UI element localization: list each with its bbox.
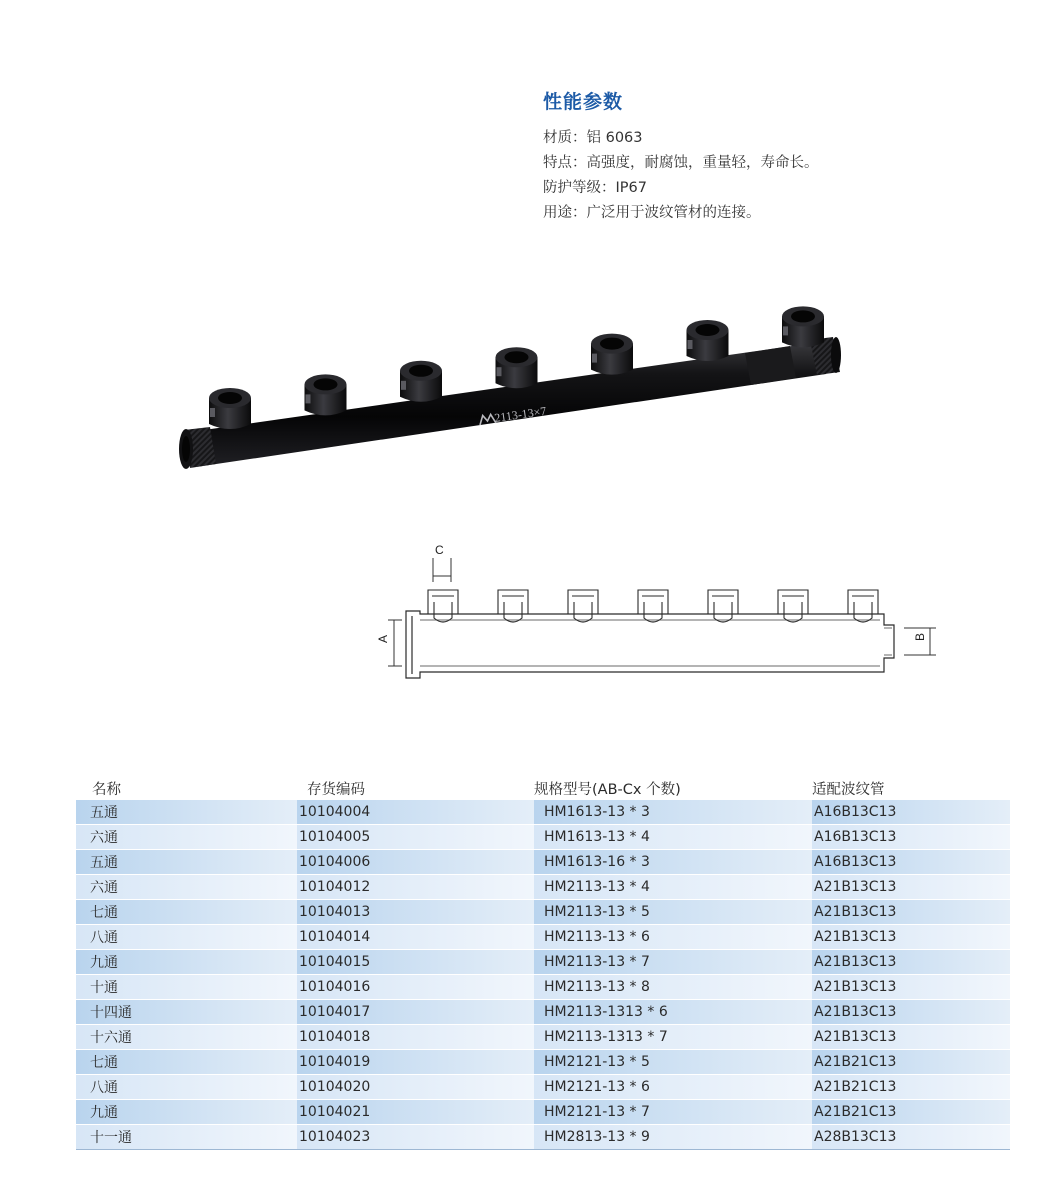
cell-code: 10104021 — [297, 1100, 534, 1125]
cell-model: HM1613-16 * 3 — [534, 850, 812, 875]
product-table — [76, 776, 1010, 1150]
cell-name: 七通 — [76, 900, 297, 925]
product-photo — [150, 292, 870, 512]
cell-conduit: A21B13C13 — [812, 975, 1010, 1000]
outlet-port — [591, 334, 633, 375]
cell-conduit: A21B13C13 — [812, 900, 1010, 925]
table-header-row — [76, 776, 1010, 800]
cell-model: HM2121-13 * 6 — [534, 1075, 812, 1100]
cell-model: HM2113-13 * 8 — [534, 975, 812, 1000]
drawing-port — [498, 590, 528, 622]
cell-name: 五通 — [76, 850, 297, 875]
header-code: 存货编码 — [307, 781, 365, 798]
outlet-port — [400, 361, 442, 402]
header-name: 名称 — [92, 781, 121, 798]
table-row — [76, 800, 1010, 825]
cell-conduit: A21B21C13 — [812, 1050, 1010, 1075]
cell-name: 九通 — [76, 950, 297, 975]
drawing-ports — [428, 590, 878, 622]
outlet-port — [209, 388, 251, 429]
cell-name: 十一通 — [76, 1125, 297, 1150]
table-body — [76, 800, 1010, 1150]
cell-name: 十四通 — [76, 1000, 297, 1025]
table-row — [76, 975, 1010, 1000]
table-row — [76, 1075, 1010, 1100]
table-row — [76, 950, 1010, 975]
table-row — [76, 1125, 1010, 1150]
cell-model: HM2113-1313 * 7 — [534, 1025, 812, 1050]
table-row — [76, 875, 1010, 900]
cell-code: 10104012 — [297, 875, 534, 900]
outlet-port — [782, 306, 824, 347]
cell-name: 十六通 — [76, 1025, 297, 1050]
cell-name: 八通 — [76, 925, 297, 950]
cell-conduit: A28B13C13 — [812, 1125, 1010, 1150]
header-model: 规格型号(AB-Cx 个数) — [534, 781, 681, 798]
spec-features: 特点：高强度，耐腐蚀，重量轻，寿命长。 — [543, 155, 819, 171]
cell-name: 八通 — [76, 1075, 297, 1100]
cell-code: 10104014 — [297, 925, 534, 950]
spec-material: 材质：铝 6063 — [543, 130, 643, 146]
cell-code: 10104020 — [297, 1075, 534, 1100]
header-conduit: 适配波纹管 — [812, 781, 885, 798]
cell-conduit: A21B21C13 — [812, 1100, 1010, 1125]
cell-name: 十通 — [76, 975, 297, 1000]
drawing-port — [848, 590, 878, 622]
spec-section — [543, 88, 1023, 226]
cell-conduit: A21B13C13 — [812, 950, 1010, 975]
cell-conduit: A21B13C13 — [812, 1025, 1010, 1050]
cell-code: 10104005 — [297, 825, 534, 850]
cell-conduit: A16B13C13 — [812, 850, 1010, 875]
cell-model: HM2121-13 * 5 — [534, 1050, 812, 1075]
spec-title: 性能参数 — [543, 91, 624, 113]
product-marking: 2113-13×7 — [493, 403, 548, 425]
cell-model: HM1613-13 * 3 — [534, 800, 812, 825]
drawing-port — [708, 590, 738, 622]
table-row — [76, 1100, 1010, 1125]
cell-code: 10104019 — [297, 1050, 534, 1075]
cell-conduit: A21B21C13 — [812, 1075, 1010, 1100]
outlet-port — [305, 374, 347, 415]
spec-usage: 用途：广泛用于波纹管材的连接。 — [543, 205, 761, 221]
table-row — [76, 925, 1010, 950]
table-row — [76, 900, 1010, 925]
table-row — [76, 1025, 1010, 1050]
cell-model: HM2113-1313 * 6 — [534, 1000, 812, 1025]
cell-code: 10104017 — [297, 1000, 534, 1025]
cell-code: 10104018 — [297, 1025, 534, 1050]
cell-code: 10104004 — [297, 800, 534, 825]
cell-conduit: A16B13C13 — [812, 825, 1010, 850]
dim-label-b: B — [913, 632, 927, 641]
cell-code: 10104016 — [297, 975, 534, 1000]
cell-code: 10104023 — [297, 1125, 534, 1150]
cell-model: HM2113-13 * 4 — [534, 875, 812, 900]
cell-conduit: A16B13C13 — [812, 800, 1010, 825]
table-row — [76, 1000, 1010, 1025]
outlet-port — [687, 320, 729, 361]
cell-code: 10104006 — [297, 850, 534, 875]
drawing-port — [638, 590, 668, 622]
cell-conduit: A21B13C13 — [812, 925, 1010, 950]
cell-conduit: A21B13C13 — [812, 875, 1010, 900]
drawing-port — [778, 590, 808, 622]
cell-model: HM2121-13 * 7 — [534, 1100, 812, 1125]
drawing-port — [428, 590, 458, 622]
cell-code: 10104015 — [297, 950, 534, 975]
cell-name: 六通 — [76, 825, 297, 850]
cell-name: 五通 — [76, 800, 297, 825]
outlet-port — [496, 347, 538, 388]
cell-model: HM2113-13 * 5 — [534, 900, 812, 925]
spec-protection: 防护等级：IP67 — [543, 180, 647, 196]
cell-name: 六通 — [76, 875, 297, 900]
technical-drawing — [364, 536, 954, 696]
table-row — [76, 850, 1010, 875]
dim-label-a: A — [376, 634, 390, 643]
product-table-container — [76, 776, 984, 1150]
drawing-port — [568, 590, 598, 622]
cell-name: 九通 — [76, 1100, 297, 1125]
cell-model: HM1613-13 * 4 — [534, 825, 812, 850]
cell-model: HM2113-13 * 7 — [534, 950, 812, 975]
dim-label-c: C — [435, 543, 444, 557]
cell-model: HM2813-13 * 9 — [534, 1125, 812, 1150]
table-row — [76, 825, 1010, 850]
cell-model: HM2113-13 * 6 — [534, 925, 812, 950]
cell-name: 七通 — [76, 1050, 297, 1075]
table-row — [76, 1050, 1010, 1075]
cell-conduit: A21B13C13 — [812, 1000, 1010, 1025]
cell-code: 10104013 — [297, 900, 534, 925]
